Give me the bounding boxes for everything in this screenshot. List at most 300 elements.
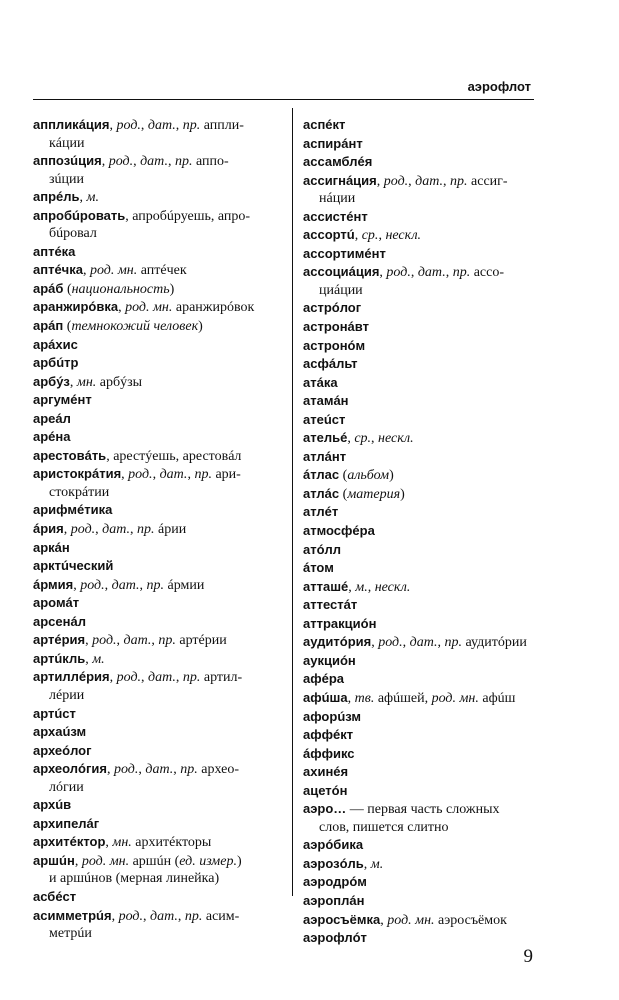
dictionary-entry	[303, 466, 534, 485]
headword: археолóгия	[33, 761, 107, 777]
entry-text: ,	[79, 190, 87, 206]
headword: арсенáл	[33, 613, 86, 629]
dictionary-entry	[303, 689, 534, 708]
dictionary-entry	[303, 745, 534, 764]
dictionary-entry	[303, 135, 534, 154]
dictionary-entry	[303, 153, 534, 172]
headword: ассамблéя	[303, 154, 373, 170]
headword: ассигнáция	[303, 172, 377, 188]
dictionary-entry	[33, 391, 285, 410]
entry-line	[303, 578, 534, 597]
entry-text: ,	[378, 228, 386, 244]
entry-label: пр.	[184, 908, 203, 924]
headword: архаúзм	[33, 724, 87, 740]
entry-line	[303, 782, 534, 801]
entry-line	[303, 726, 534, 745]
dictionary-entry	[33, 888, 285, 907]
entry-line	[303, 299, 534, 318]
headword: аспирáнт	[303, 135, 363, 151]
entry-text: ассиг-	[467, 173, 508, 189]
entry-continuation: слов, пишется слитно	[319, 819, 449, 835]
dictionary-entry	[303, 355, 534, 374]
entry-line	[33, 668, 285, 687]
headword: áрия	[33, 521, 64, 537]
dictionary-entry	[33, 760, 285, 796]
entry-label: пр.	[452, 265, 471, 281]
entry-label: дат.	[149, 908, 178, 924]
dictionary-entry	[303, 208, 534, 227]
dictionary-entry	[33, 280, 285, 299]
entry-continuation: кáции	[49, 135, 85, 151]
entry-label: дат.	[145, 762, 174, 778]
entry-label: род.	[116, 670, 142, 686]
entry-label: ср.	[354, 431, 372, 447]
entry-text: архео-	[197, 762, 239, 778]
dictionary-entry	[33, 705, 285, 724]
entry-text: ,	[348, 579, 356, 595]
headword: асфáльт	[303, 356, 358, 372]
entry-label: род.	[116, 118, 141, 133]
dictionary-entry	[303, 633, 534, 652]
dictionary-entry	[33, 650, 285, 669]
dictionary-entry	[303, 245, 534, 264]
entry-line	[33, 557, 285, 576]
headword: аристокрáтия	[33, 466, 122, 482]
entry-line	[33, 742, 285, 761]
headword: ахинéя	[303, 764, 349, 780]
headword: арáхис	[33, 336, 78, 352]
headword: артéрия	[33, 632, 86, 648]
headword: архúв	[33, 797, 72, 813]
entry-line	[33, 280, 285, 299]
headword: арбýз	[33, 373, 70, 389]
entry-text: аппли-	[200, 118, 244, 133]
dictionary-entry	[33, 152, 285, 188]
entry-line	[33, 705, 285, 724]
entry-text: ари-	[211, 467, 241, 483]
headword: ацетóн	[303, 782, 348, 798]
dictionary-entry	[33, 742, 285, 761]
entry-text: ,	[347, 690, 355, 706]
entry-text: ,	[139, 577, 147, 593]
entry-line	[303, 153, 534, 172]
entry-text: , арестýешь, арестовáл	[106, 448, 242, 464]
dictionary-entry	[303, 855, 534, 874]
entry-label: национальность	[71, 281, 170, 297]
headword: асимметрúя	[33, 907, 112, 923]
entry-line	[303, 929, 534, 948]
entry-continuation: стокрáтии	[49, 484, 110, 500]
dictionary-entry	[303, 541, 534, 560]
dictionary-entry	[33, 631, 285, 650]
entry-label: род.	[113, 762, 139, 778]
headword: атеúст	[303, 411, 346, 427]
entry-text: ,	[376, 173, 384, 189]
dictionary-entry	[303, 873, 534, 892]
entry-label: род.	[80, 577, 105, 593]
entry-text: , апробúруешь, апро-	[125, 208, 251, 224]
headword: аэрозóль	[303, 855, 364, 871]
dictionary-entry	[33, 613, 285, 632]
entry-label: род. мн.	[387, 912, 435, 928]
entry-label: род. мн.	[89, 263, 138, 279]
headword: апрéль	[33, 189, 80, 205]
dictionary-entry	[303, 116, 534, 135]
running-head: аэрофлот	[467, 79, 531, 94]
dictionary-entry	[33, 723, 285, 742]
entry-line	[303, 374, 534, 393]
entry-label: материя	[347, 486, 401, 502]
entry-text: ,	[445, 265, 453, 281]
entry-line	[33, 815, 285, 834]
entry-text: ,	[173, 762, 181, 778]
entry-label: дат.	[102, 522, 131, 538]
entry-text: ,	[85, 651, 93, 667]
left-column	[33, 116, 285, 943]
entry-continuation: нáции	[319, 191, 356, 207]
dictionary-entry	[303, 172, 534, 208]
entry-line	[33, 152, 285, 171]
entry-text: аэросъёмок	[434, 912, 507, 928]
entry-line	[303, 355, 534, 374]
entry-line	[33, 410, 285, 429]
entry-line	[303, 116, 534, 135]
entry-label: пр.	[182, 118, 201, 133]
entry-label: дат.	[111, 577, 140, 593]
headword: астрóлог	[303, 300, 362, 316]
entry-text: (	[339, 468, 348, 484]
entry-line	[33, 373, 285, 392]
entry-label: пр.	[174, 154, 193, 170]
entry-line	[303, 763, 534, 782]
entry-continuation: лóгии	[49, 779, 84, 795]
entry-text: ,	[175, 118, 183, 133]
entry-line	[33, 631, 285, 650]
entry-text: áрмии	[163, 577, 205, 593]
headword: атмосфéра	[303, 523, 375, 539]
entry-label: пр.	[182, 670, 201, 686]
entry-line	[33, 852, 285, 871]
entry-text: ,	[69, 374, 77, 390]
entry-line	[33, 723, 285, 742]
dictionary-entry	[303, 522, 534, 541]
dictionary-entry	[33, 116, 285, 152]
entry-label: тв.	[354, 690, 375, 706]
entry-line	[303, 708, 534, 727]
entry-label: пр.	[158, 633, 176, 649]
dictionary-entry	[303, 800, 534, 836]
entry-label: дат.	[123, 633, 152, 649]
entry-line	[303, 800, 534, 819]
dictionary-entry	[33, 520, 285, 539]
entry-text: ,	[138, 762, 146, 778]
headword: аргумéнт	[33, 392, 92, 408]
headword: аппозúция	[33, 153, 102, 169]
headword: аттракциóн	[303, 615, 377, 631]
entry-line	[33, 261, 285, 280]
entry-line	[33, 391, 285, 410]
headword: археóлог	[33, 742, 92, 758]
dictionary-entry	[303, 929, 534, 948]
headword: ательé	[303, 430, 348, 446]
entry-line	[33, 520, 285, 539]
entry-text: ,	[111, 908, 119, 924]
dictionary-entry	[303, 596, 534, 615]
headword: атóлл	[303, 541, 342, 557]
entry-label: мн.	[76, 374, 97, 390]
entry-text: ,	[354, 228, 362, 244]
entry-label: м.	[370, 856, 384, 872]
dictionary-entry	[33, 465, 285, 501]
headword: аэроплáн	[303, 892, 365, 908]
dictionary-entry	[303, 615, 534, 634]
entry-line	[303, 596, 534, 615]
dictionary-entry	[33, 815, 285, 834]
entry-label: м.	[92, 651, 105, 667]
dictionary-entry	[303, 429, 534, 448]
entry-line	[33, 317, 285, 336]
dictionary-entry	[303, 318, 534, 337]
headword: атáка	[303, 374, 338, 390]
entry-text: )	[389, 468, 394, 484]
entry-label: дат.	[140, 154, 168, 170]
entry-text: ,	[371, 431, 379, 447]
entry-text: аптéчек	[137, 263, 187, 279]
dictionary-entry	[33, 852, 285, 888]
entry-text: ,	[363, 856, 371, 872]
entry-line	[33, 116, 285, 135]
entry-line	[303, 652, 534, 671]
entry-text: ,	[121, 467, 129, 483]
dictionary-entry	[303, 485, 534, 504]
headword: атлéт	[303, 504, 339, 520]
headword: áтом	[303, 560, 334, 576]
entry-label: пр.	[450, 173, 468, 189]
entry-text: ,	[437, 635, 445, 651]
entry-line	[303, 318, 534, 337]
entry-line	[303, 559, 534, 578]
entry-label: род.	[128, 467, 153, 483]
entry-text: артил-	[200, 670, 243, 686]
entry-line	[303, 337, 534, 356]
headword: арáб	[33, 280, 64, 296]
column-divider	[292, 108, 293, 896]
entry-label: род.	[70, 522, 96, 538]
entry-text: ,	[95, 522, 103, 538]
entry-line	[33, 298, 285, 317]
entry-text: ,	[105, 835, 113, 851]
headword: астронóм	[303, 337, 366, 353]
entry-line	[33, 796, 285, 815]
headword: аромáт	[33, 595, 80, 611]
headword: аэродрóм	[303, 874, 367, 890]
dictionary-entry	[303, 911, 534, 930]
dictionary-entry	[33, 833, 285, 852]
dictionary-entry	[33, 428, 285, 447]
dictionary-entry	[33, 298, 285, 317]
entry-text: ,	[74, 853, 82, 869]
entry-text: ,	[63, 522, 71, 538]
entry-label: дат.	[417, 265, 446, 281]
entry-text: — первая часть сложных	[346, 802, 500, 818]
headword: аэросъёмка	[303, 911, 381, 927]
headword: атташé	[303, 578, 349, 594]
entry-text: áрии	[154, 522, 187, 538]
entry-label: дат.	[415, 173, 444, 189]
entry-label: пр.	[180, 762, 198, 778]
headword: áрмия	[33, 576, 74, 592]
entry-text: аппо-	[192, 154, 229, 170]
entry-label: пр.	[444, 635, 462, 651]
entry-line	[33, 760, 285, 779]
dictionary-entry	[33, 594, 285, 613]
headword: ассортú	[303, 227, 355, 243]
entry-line	[303, 411, 534, 430]
dictionary-entry	[303, 559, 534, 578]
entry-line	[303, 135, 534, 154]
entry-line	[33, 243, 285, 262]
entry-label: род.	[383, 173, 409, 189]
entry-line	[303, 615, 534, 634]
entry-line	[33, 539, 285, 558]
dictionary-entry	[33, 188, 285, 207]
headword: аудитóрия	[303, 634, 372, 650]
dictionary-entry	[303, 299, 534, 318]
entry-text: афúшей,	[374, 690, 432, 706]
entry-label: дат.	[148, 670, 176, 686]
headword: ассистéнт	[303, 208, 368, 224]
headword: аркáн	[33, 539, 70, 555]
entry-text: ,	[151, 633, 159, 649]
dictionary-entry	[303, 708, 534, 727]
entry-label: альбом	[347, 468, 390, 484]
headword: аранжирóвка	[33, 299, 119, 315]
headword: афúша	[303, 689, 348, 705]
entry-text: ,	[101, 154, 109, 170]
entry-continuation: и аршúнов (мерная линейка)	[49, 871, 220, 887]
entry-line	[33, 576, 285, 595]
entry-line	[303, 503, 534, 522]
dictionary-entry	[33, 576, 285, 595]
dictionary-entry	[33, 207, 285, 243]
entry-continuation: бúровал	[49, 226, 97, 242]
dictionary-entry	[303, 892, 534, 911]
entry-line	[33, 354, 285, 373]
headword: аспéкт	[303, 117, 346, 132]
entry-line	[303, 485, 534, 504]
entry-label: род.	[118, 908, 143, 924]
entry-line	[303, 466, 534, 485]
entry-text: ,	[109, 118, 117, 133]
entry-text: аршúн (	[129, 853, 180, 869]
headword: арктúческий	[33, 558, 114, 574]
headword: атлáс	[303, 485, 340, 501]
headword: архитéктор	[33, 834, 106, 850]
entry-line	[33, 888, 285, 907]
entry-text: (	[339, 486, 348, 502]
headword: аптéчка	[33, 262, 83, 278]
headword: арáп	[33, 318, 64, 334]
entry-line	[303, 911, 534, 930]
entry-text: ,	[175, 670, 183, 686]
entry-line	[33, 336, 285, 355]
headword: атлáнт	[303, 448, 347, 464]
entry-text: архитéкторы	[131, 835, 212, 851]
headword: арестовáть	[33, 447, 107, 463]
entry-label: дат.	[159, 467, 188, 483]
headword: аттестáт	[303, 597, 358, 613]
dictionary-entry	[33, 907, 285, 943]
entry-text: ,	[109, 670, 117, 686]
headword: арéна	[33, 429, 71, 445]
entry-line	[33, 501, 285, 520]
dictionary-entry	[303, 411, 534, 430]
entry-text: (	[63, 319, 72, 335]
entry-continuation: зúции	[49, 171, 85, 187]
headword: аукциóн	[303, 652, 356, 668]
entry-line	[33, 833, 285, 852]
entry-line	[303, 745, 534, 764]
entry-text: )	[400, 486, 405, 502]
entry-text: ,	[85, 633, 93, 649]
entry-line	[303, 836, 534, 855]
entry-line	[303, 670, 534, 689]
entry-text: ,	[371, 635, 379, 651]
dictionary-entry	[33, 354, 285, 373]
entry-line	[33, 907, 285, 926]
entry-text: ,	[106, 762, 114, 778]
entry-text: ,	[402, 635, 410, 651]
entry-line	[303, 263, 534, 282]
entry-line	[33, 613, 285, 632]
entry-label: дат.	[147, 118, 176, 133]
entry-text: )	[236, 853, 242, 869]
headword: асбéст	[33, 888, 77, 904]
headword: ассортимéнт	[303, 245, 386, 261]
headword: афéра	[303, 671, 345, 687]
headword: аппликáция	[33, 117, 110, 132]
entry-text: ,	[142, 908, 150, 924]
entry-text: ,	[116, 633, 124, 649]
entry-text: ,	[187, 467, 195, 483]
dictionary-entry	[33, 373, 285, 392]
entry-line	[303, 172, 534, 191]
entry-text: ,	[347, 431, 355, 447]
dictionary-entry	[303, 263, 534, 299]
headword: аптéка	[33, 243, 76, 259]
entry-line	[303, 429, 534, 448]
entry-line	[303, 522, 534, 541]
entry-text: ассо-	[470, 265, 505, 281]
entry-line	[33, 188, 285, 207]
headword: апробúровать	[33, 207, 126, 223]
dictionary-entry	[303, 782, 534, 801]
dictionary-entry	[303, 763, 534, 782]
headword: аэрóбика	[303, 837, 364, 853]
dictionary-entry	[303, 836, 534, 855]
dictionary-entry	[303, 726, 534, 745]
dictionary-entry	[303, 392, 534, 411]
headword: ареáл	[33, 410, 71, 426]
headword: аэро…	[303, 801, 347, 817]
entry-text: ,	[104, 577, 112, 593]
entry-text: аранжирóвок	[172, 300, 255, 316]
entry-line	[303, 855, 534, 874]
dictionary-entry	[33, 261, 285, 280]
entry-label: м.	[86, 190, 99, 206]
entry-label: род.	[108, 154, 134, 170]
entry-line	[303, 689, 534, 708]
